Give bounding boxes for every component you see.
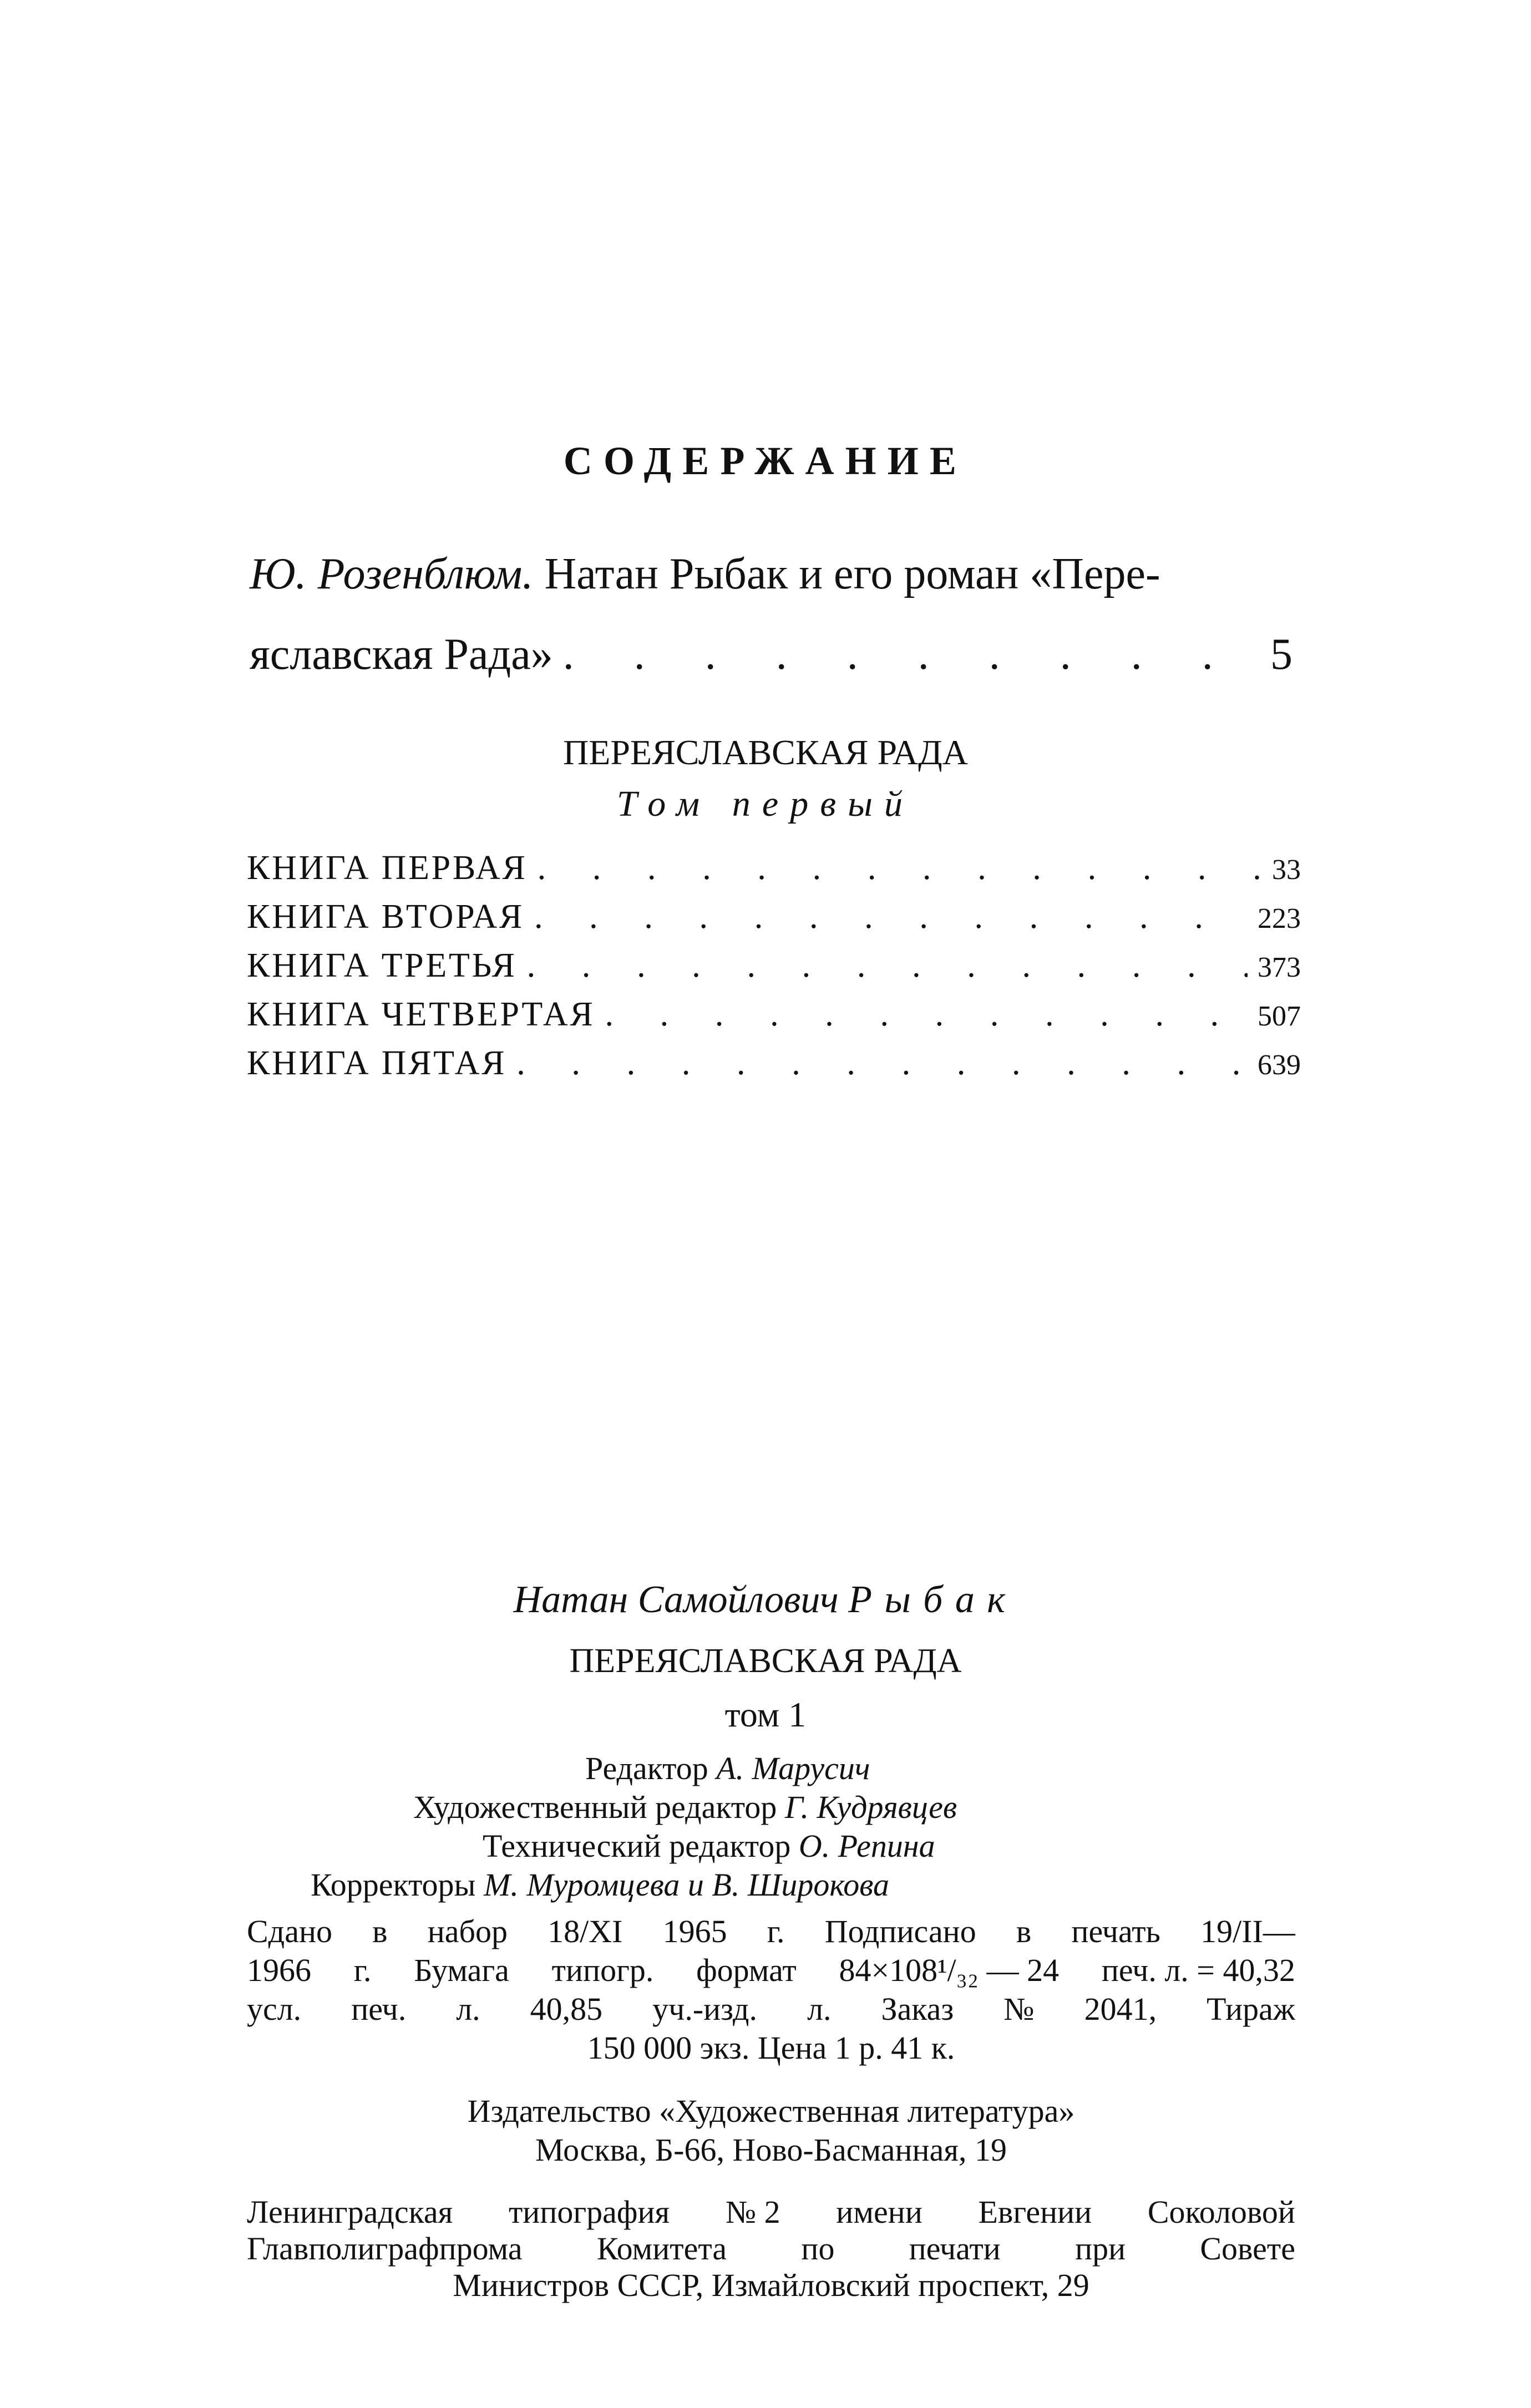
- author-last-name: Рыбак: [848, 1578, 1018, 1621]
- publisher-address: Москва, Б-66, Ново-Басманная, 19: [535, 2132, 1007, 2168]
- word: печать: [1071, 1913, 1160, 1949]
- word: 2041,: [1084, 1991, 1157, 2027]
- word: 18/XI: [547, 1913, 623, 1949]
- intro-entry-line2[interactable]: [250, 629, 1292, 680]
- dot-leader: [605, 995, 1248, 1034]
- credit-art-editor: [413, 1789, 957, 1826]
- word: типогр.: [551, 1952, 654, 1988]
- toc-item-page: 639: [1258, 1049, 1301, 1081]
- toc-item-label: КНИГА ВТОРАЯ: [247, 898, 524, 936]
- credit-label: Технический редактор: [483, 1828, 791, 1864]
- imprint-author: [0, 1578, 1531, 1622]
- word: печ. л. = 40,32: [1101, 1952, 1295, 1988]
- word: в: [1016, 1913, 1032, 1949]
- word: уч.-изд.: [652, 1991, 758, 2027]
- print-info-line: 150 000 экз. Цена 1 р. 41 к.: [587, 2030, 955, 2066]
- toc-item-label: КНИГА ТРЕТЬЯ: [247, 947, 517, 984]
- credit-editor: [585, 1750, 870, 1787]
- word: Заказ: [881, 1991, 954, 2027]
- word: 19/II—: [1200, 1913, 1295, 1949]
- publisher-name: Издательство «Художественная литература»: [467, 2093, 1075, 2129]
- word: Тираж: [1206, 1991, 1295, 2027]
- credit-label: Корректоры: [311, 1867, 476, 1903]
- word: Совете: [1200, 2231, 1295, 2267]
- credit-name: Г. Кудрявцев: [784, 1789, 957, 1825]
- intro-title-part1: Натан Рыбак и его роман «Пере-: [544, 550, 1160, 598]
- word: л.: [807, 1991, 832, 2027]
- dot-leader: [538, 849, 1262, 888]
- toc-list: [247, 849, 1301, 1093]
- credit-correctors: [311, 1866, 889, 1903]
- printer-line: [247, 2194, 1295, 2231]
- toc-item-page: 33: [1272, 854, 1301, 886]
- word: имени: [836, 2194, 922, 2230]
- intro-page-number: 5: [1270, 630, 1292, 679]
- word: Комитета: [596, 2231, 727, 2267]
- printer-info: [247, 2194, 1295, 2304]
- word: л.: [456, 1991, 480, 2027]
- credit-name: А. Марусич: [716, 1750, 870, 1786]
- word: формат: [696, 1952, 797, 1988]
- word: Главполиграфпрома: [247, 2231, 523, 2267]
- dot-leader: [534, 897, 1248, 937]
- word: печ.: [351, 1991, 407, 2027]
- print-info-line: [247, 1951, 1295, 1990]
- toc-item-label: КНИГА ПЕРВАЯ: [247, 849, 528, 887]
- word: №: [1003, 1991, 1035, 2027]
- credit-label: Художественный редактор: [413, 1789, 777, 1825]
- book-title: ПЕРЕЯСЛАВСКАЯ РАДА: [563, 733, 968, 772]
- word: г.: [353, 1952, 372, 1988]
- word: Евгении: [978, 2194, 1092, 2230]
- toc-item-label: КНИГА ПЯТАЯ: [247, 1044, 507, 1082]
- word: набор: [427, 1913, 508, 1949]
- word: типография: [508, 2194, 670, 2230]
- print-info-line: [247, 1990, 1295, 2029]
- word: г.: [767, 1913, 785, 1949]
- printer-line: Министров СССР, Измайловский проспект, 29: [453, 2267, 1089, 2303]
- word: в: [372, 1913, 388, 1949]
- toc-item[interactable]: [247, 897, 1301, 946]
- word: Подписано: [824, 1913, 976, 1949]
- toc-item-page: 373: [1258, 952, 1301, 983]
- credit-tech-editor: [483, 1827, 935, 1865]
- word: 84×108¹/₃₂ — 24: [839, 1952, 1059, 1988]
- word: 1965: [662, 1913, 727, 1949]
- word: усл.: [247, 1991, 302, 2027]
- intro-title-part2: яславская Рада»: [250, 630, 553, 679]
- credit-label: Редактор: [585, 1750, 708, 1786]
- toc-item-page: 507: [1258, 1000, 1301, 1032]
- credit-name: О. Репина: [798, 1828, 935, 1864]
- dot-leader: [516, 1044, 1248, 1083]
- word: Ленинградская: [247, 2194, 453, 2230]
- contents-heading: СОДЕРЖАНИЕ: [563, 439, 968, 483]
- toc-item-label: КНИГА ЧЕТВЕРТАЯ: [247, 995, 595, 1033]
- intro-author: Ю. Розенблюм.: [250, 550, 534, 598]
- intro-entry-line1: [250, 549, 1160, 600]
- toc-item-page: 223: [1258, 903, 1301, 934]
- toc-item[interactable]: [247, 849, 1301, 897]
- word: Бумага: [414, 1952, 509, 1988]
- word: по: [801, 2231, 835, 2267]
- print-info-line: [247, 1912, 1295, 1951]
- toc-item[interactable]: [247, 995, 1301, 1044]
- toc-item[interactable]: [247, 946, 1301, 995]
- dot-leader: [527, 946, 1248, 985]
- word: при: [1075, 2231, 1126, 2267]
- word: № 2: [725, 2194, 780, 2230]
- print-info: [247, 1912, 1295, 2304]
- toc-item[interactable]: [247, 1044, 1301, 1093]
- dot-leader: [563, 629, 1260, 680]
- word: 1966: [247, 1952, 311, 1988]
- author-first-name: Натан Самойлович: [513, 1578, 839, 1621]
- word: 40,85: [530, 1991, 603, 2027]
- word: печати: [909, 2231, 1001, 2267]
- printer-line: [247, 2231, 1295, 2267]
- imprint-title: ПЕРЕЯСЛАВСКАЯ РАДА: [569, 1642, 962, 1680]
- word: Соколовой: [1147, 2194, 1295, 2230]
- word: Сдано: [247, 1913, 332, 1949]
- imprint-volume: том 1: [724, 1695, 807, 1734]
- volume-label: Том первый: [616, 784, 915, 824]
- credit-name: М. Муромцева и В. Широкова: [484, 1867, 890, 1903]
